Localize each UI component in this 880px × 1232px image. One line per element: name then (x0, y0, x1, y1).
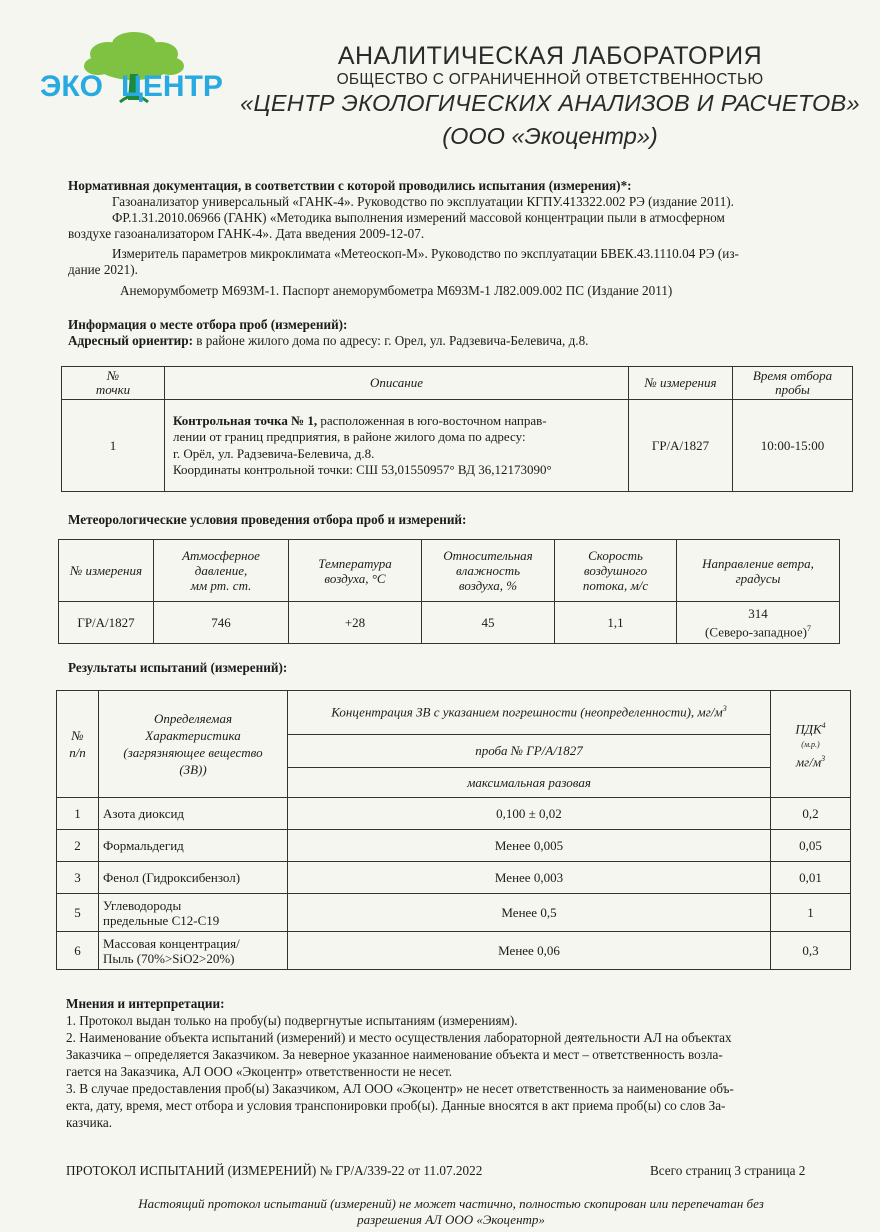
points-row-desc: Контрольная точка № 1, расположенная в юго-восточном направ- лении от границ предприятия, в районе жилого дома по адресу: г. Орёл, ул. Радзевича-Белевича, д.8. Координаты контрольной точки: СШ 53,01550957° ВД 36,12173090° (165, 400, 629, 492)
opinion-3a: 3. В случае предоставления проб(ы) Заказчиком, АЛ ООО «Экоцентр» не несет ответственность за наименование объ- (66, 1081, 734, 1096)
results-header-char: Определяемая Характеристика (загрязняющее вещество (ЗВ)) (99, 691, 288, 798)
norm-line-2b: воздухе газоанализатором ГАНК-4». Дата введения 2009-12-07. (68, 226, 425, 241)
protocol-label: ПРОТОКОЛ ИСПЫТАНИЙ (ИЗМЕРЕНИЙ) № ГР/А/339-22 от 11.07.2022 (66, 1163, 483, 1178)
meteo-header-humidity: Относительная влажность воздуха, % (422, 540, 555, 602)
results-title: Результаты испытаний (измерений): (68, 660, 288, 675)
footer-disclaimer (86, 1196, 816, 1228)
norm-line-3b: дание 2021). (68, 262, 138, 277)
logo (36, 30, 236, 120)
results-table (56, 690, 851, 970)
results-header-conc: Концентрация ЗВ с указанием погрешности (неопределенности), $мг/м^3$ (288, 691, 771, 735)
results-header-pdk: ПДК$^4$ (м.р.) $мг/м^3$ (771, 691, 851, 798)
opinion-3c: казчика. (66, 1115, 113, 1130)
meteo-table (58, 539, 840, 644)
meteo-header-direction: Направление ветра, градусы (677, 540, 840, 602)
header-lab: АНАЛИТИЧЕСКАЯ ЛАБОРАТОРИЯ (337, 42, 763, 70)
meteo-row-meas: ГР/А/1827 (59, 602, 154, 644)
results-header-sample: проба № ГР/А/1827 (288, 735, 771, 768)
logo-text-eko: ЭКО (40, 70, 103, 103)
meteo-row-speed: 1,1 (555, 602, 677, 644)
table-row: 3 Фенол (Гидроксибензол) Менее 0,003 0,01 (57, 862, 851, 894)
header-org-short: (ООО «Экоцентр») (442, 123, 658, 149)
opinion-3b: екта, дату, время, мест отбора и условия транспонировки проб(ы). Данные вносятся в акт приема проб(ы) со слов За- (66, 1098, 726, 1113)
opinion-2c: гается на Заказчика, АЛ ООО «Экоцентр» ответственности не несет. (66, 1064, 453, 1079)
opinion-2b: Заказчика – определяется Заказчиком. За неверное указанное наименование объекта и мест – ответственность возла- (66, 1047, 723, 1062)
points-header-no: № точки (62, 367, 165, 400)
place-address-label: Адресный ориентир: (68, 333, 193, 348)
meteo-row-humidity: 45 (422, 602, 555, 644)
points-row-time: 10:00-15:00 (733, 400, 853, 492)
table-row: 6 Массовая концентрация/ Пыль (70%>SiO2>20%) Менее 0,06 0,3 (57, 932, 851, 970)
place-title: Информация о месте отбора проб (измерений): (68, 317, 348, 332)
norm-line-2a: ФР.1.31.2010.06966 (ГАНК) «Методика выполнения измерений массовой концентрации пыли в атмосферном (112, 210, 725, 225)
norm-line-3a: Измеритель параметров микроклимата «Метеоскоп-М». Руководство по эксплуатации БВЕК.43.1110.04 РЭ (из- (112, 246, 739, 261)
points-header-meas: № измерения (629, 367, 733, 400)
meteo-row-temp: +28 (289, 602, 422, 644)
meteo-row-pressure: 746 (154, 602, 289, 644)
points-row-meas: ГР/А/1827 (629, 400, 733, 492)
header-org-name: «ЦЕНТР ЭКОЛОГИЧЕСКИХ АНАЛИЗОВ И РАСЧЕТОВ» (240, 90, 860, 116)
meteo-header-temp: Температура воздуха, °С (289, 540, 422, 602)
points-table (61, 366, 853, 492)
opinion-2a: 2. Наименование объекта испытаний (измерений) и место осуществления лабораторной деятельности АЛ на объектах (66, 1030, 732, 1045)
results-header-no: № п/п (57, 691, 99, 798)
table-row: 5 Углеводороды предельные С12-С19 Менее 0,5 1 (57, 894, 851, 932)
meteo-header-speed: Скорость воздушного потока, м/с (555, 540, 677, 602)
logo-text-centr: ЦЕНТР (121, 70, 223, 103)
footer-line-1: Настоящий протокол испытаний (измерений) не может частично, полностью скопирован или перепечатан без (138, 1196, 764, 1211)
place-address (68, 333, 588, 350)
meteo-header-pressure: Атмосферное давление, мм рт. ст. (154, 540, 289, 602)
table-row: 2 Формальдегид Менее 0,005 0,05 (57, 830, 851, 862)
norm-title: Нормативная документация, в соответствии с которой проводились испытания (измерения)*: (68, 178, 632, 193)
points-header-time: Время отбора пробы (733, 367, 853, 400)
table-row: 1 Азота диоксид 0,100 ± 0,02 0,2 (57, 798, 851, 830)
page-counter: Всего страниц 3 страница 2 (650, 1163, 806, 1178)
opinions-title: Мнения и интерпретации: (66, 996, 225, 1011)
header-org-form: ОБЩЕСТВО С ОГРАНИЧЕННОЙ ОТВЕТСТВЕННОСТЬЮ (336, 71, 764, 88)
results-header-max: максимальная разовая (288, 768, 771, 798)
points-row-no: 1 (62, 400, 165, 492)
opinion-1: 1. Протокол выдан только на пробу(ы) подвергнутые испытаниям (измерениям). (66, 1013, 518, 1028)
footer-line-2: разрешения АЛ ООО «Экоцентр» (357, 1212, 545, 1227)
norm-line-1: Газоанализатор универсальный «ГАНК-4». Руководство по эксплуатации КГПУ.413322.002 РЭ (издание 2011). (112, 194, 734, 209)
place-address-value: в районе жилого дома по адресу: г. Орел, ул. Радзевича-Белевича, д.8. (192, 333, 589, 348)
meteo-row-direction: 314 (Северо-западное)$^7$ (677, 602, 840, 644)
norm-line-4: Анеморумбометр М693М-1. Паспорт анеморумбометра М693М-1 Л82.009.002 ПС (Издание 2011) (120, 283, 673, 298)
points-header-desc: Описание (165, 367, 629, 400)
meteo-header-meas: № измерения (59, 540, 154, 602)
meteo-title: Метеорологические условия проведения отбора проб и измерений: (68, 512, 467, 527)
